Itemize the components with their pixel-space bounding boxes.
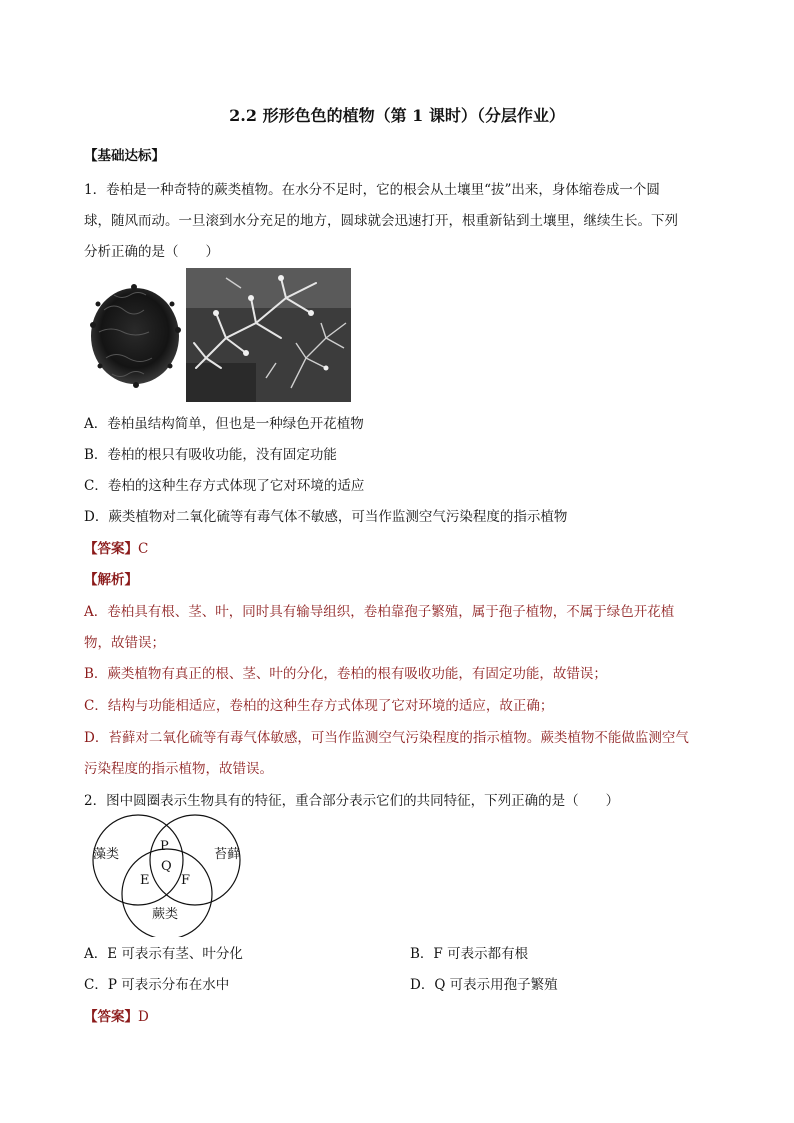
venn-label-p: P	[160, 839, 169, 854]
opened-plant-photo	[186, 268, 351, 402]
venn-label-e: E	[140, 873, 150, 888]
q1-option-c: C．卷柏的这种生存方式体现了它对环境的适应	[84, 478, 365, 494]
q1-analysis-d-line-1: D．苔藓对二氧化硫等有毒气体敏感，可当作监测空气污染程度的指示植物。蕨类植物不能做监测空气	[84, 730, 689, 746]
q1-answer-label: 【答案】	[84, 541, 138, 557]
venn-diagram	[80, 812, 250, 937]
q1-answer	[84, 539, 148, 559]
venn-label-q: Q	[161, 859, 172, 874]
venn-label-fern: 蕨类	[152, 907, 179, 922]
q1-option-a: A．卷柏虽结构简单，但也是一种绿色开花植物	[84, 416, 364, 432]
venn-label-algae: 藻类	[93, 847, 120, 862]
q1-answer-value: C	[138, 541, 149, 557]
q1-stem-line-3: 分析正确的是（ ）	[84, 244, 219, 260]
curled-plant-photo	[84, 270, 184, 400]
q1-analysis-c: C．结构与功能相适应，卷柏的这种生存方式体现了它对环境的适应，故正确；	[84, 698, 554, 714]
q1-option-b: B．卷柏的根只有吸收功能，没有固定功能	[84, 447, 337, 463]
q1-analysis-b: B．蕨类植物有真正的根、茎、叶的分化，卷柏的根有吸收功能，有固定功能，故错误；	[84, 666, 607, 682]
q2-option-c: C．P 可表示分布在水中	[84, 977, 230, 993]
q2-option-a: A．E 可表示有茎、叶分化	[84, 946, 243, 962]
venn-label-moss: 苔藓	[214, 847, 241, 862]
q2-answer-label: 【答案】	[84, 1009, 138, 1025]
q2-stem: 2．图中圆圈表示生物具有的特征，重合部分表示它们的共同特征，下列正确的是（ ）	[84, 793, 620, 809]
q1-analysis-d-line-2: 污染程度的指示植物，故错误。	[84, 761, 273, 777]
q2-answer-value: D	[138, 1009, 149, 1025]
q1-analysis-a-line-1: A．卷柏具有根、茎、叶，同时具有输导组织，卷柏靠孢子繁殖，属于孢子植物，不属于绿色开花植	[84, 604, 675, 620]
q1-analysis-label: 【解析】	[84, 572, 138, 588]
q1-analysis-a-line-2: 物，故错误；	[84, 635, 165, 651]
venn-label-f: F	[181, 873, 191, 888]
section-heading: 【基础达标】	[84, 148, 165, 164]
q2-option-b: B．F 可表示都有根	[410, 946, 529, 962]
q1-stem-line-1: 1．卷柏是一种奇特的蕨类植物。在水分不足时，它的根会从土壤里“拔”出来，身体缩卷成一个圆	[84, 182, 660, 198]
q1-stem-line-2: 球，随风而动。一旦滚到水分充足的地方，圆球就会迅速打开，根重新钻到土壤里，继续生长。下列	[84, 213, 678, 229]
q2-option-d: D．Q 可表示用孢子繁殖	[410, 977, 558, 993]
q1-option-d: D．蕨类植物对二氧化硫等有毒气体不敏感，可当作监测空气污染程度的指示植物	[84, 509, 568, 525]
page-title: 2.2 形形色色的植物（第 1 课时）（分层作业）	[229, 106, 565, 125]
q2-answer	[84, 1007, 149, 1027]
